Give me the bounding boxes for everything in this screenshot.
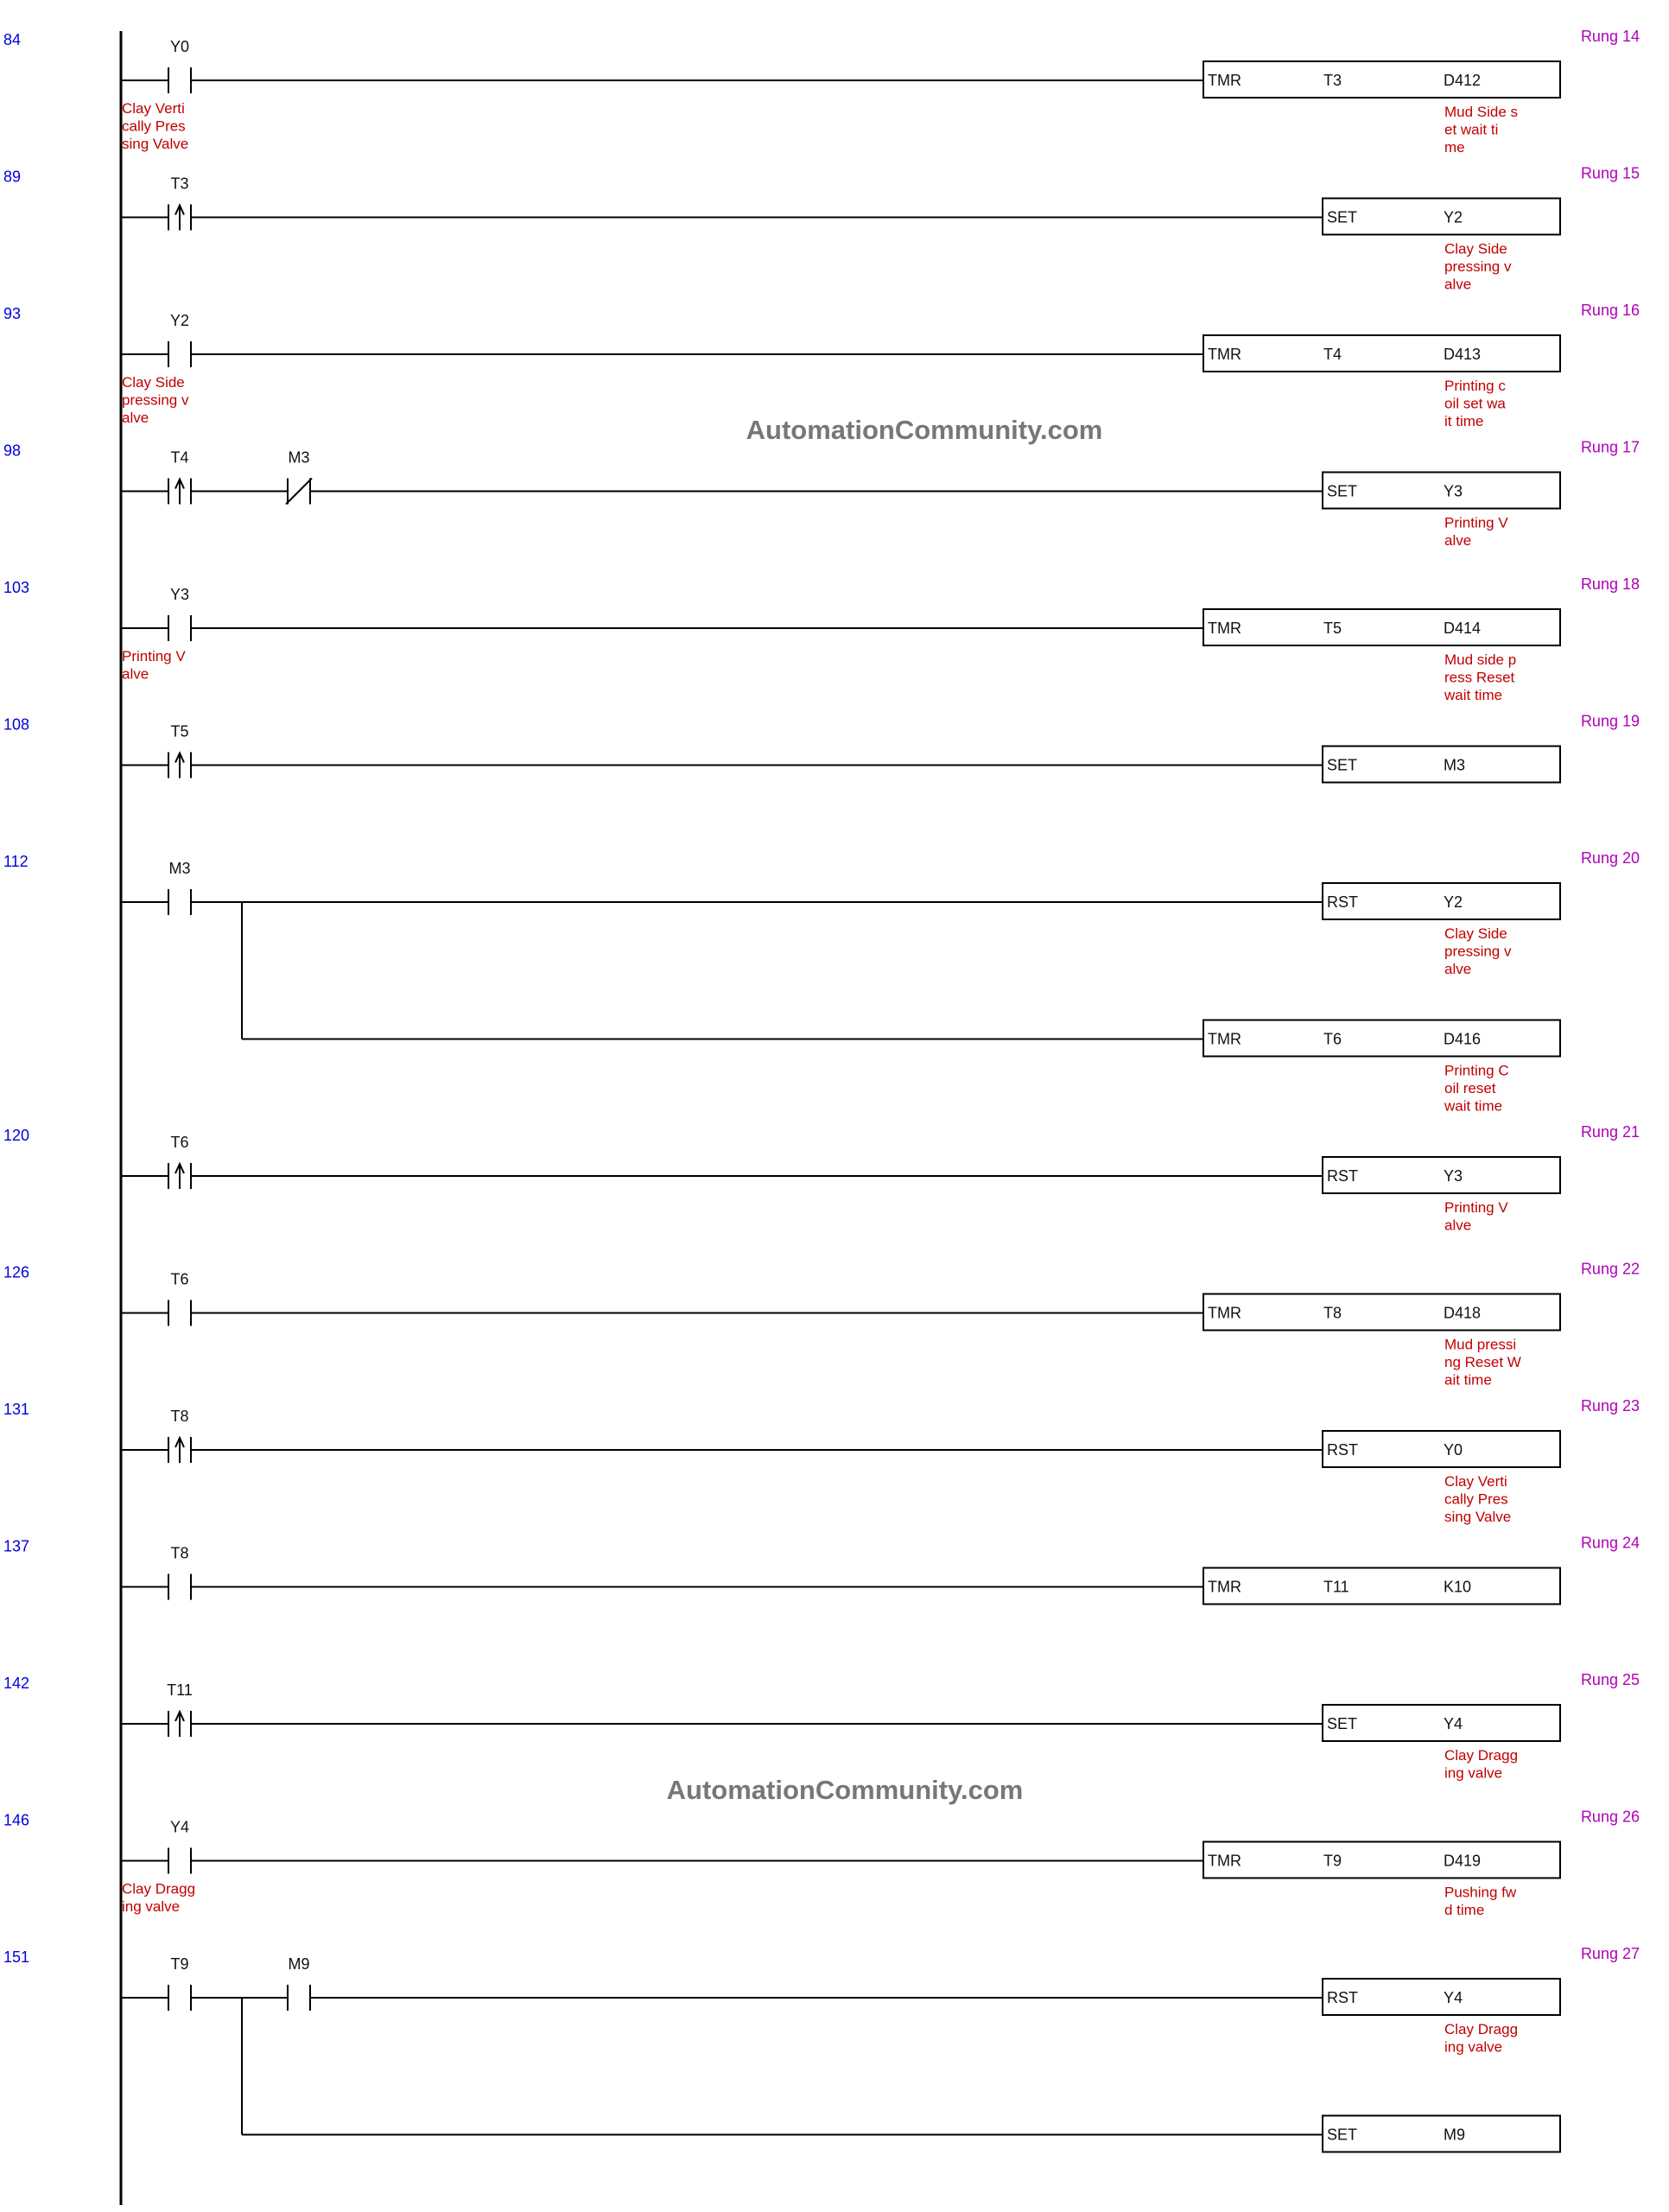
- contact-comment-line: Clay Side: [122, 374, 185, 391]
- step-number: 151: [3, 1948, 30, 1966]
- output-comment-line: Mud Side s: [1444, 104, 1519, 120]
- output-comment-line: oil set wa: [1444, 395, 1506, 412]
- output-instruction-name: TMR: [1208, 1030, 1241, 1048]
- output-comment-line: alve: [1444, 1217, 1472, 1234]
- contact-device-label: Y0: [169, 38, 190, 55]
- output-comment-line: et wait ti: [1444, 121, 1499, 138]
- rung-label: Rung 16: [1580, 302, 1640, 319]
- output-comment-line: Printing V: [1444, 1199, 1508, 1216]
- output-instruction-name: SET: [1327, 482, 1358, 500]
- rung-label: Rung 20: [1580, 849, 1640, 867]
- output-operand-1: Y3: [1444, 482, 1463, 500]
- step-number: 108: [3, 715, 30, 734]
- contact-comment-line: Clay Verti: [122, 100, 185, 117]
- contact-comment-line: ing valve: [122, 1898, 181, 1915]
- output-operand-1: Y4: [1444, 1989, 1463, 2006]
- output-operand-1: T9: [1323, 1852, 1342, 1870]
- output-comment-line: Mud side p: [1444, 652, 1517, 668]
- rung-label: Rung 21: [1580, 1123, 1640, 1141]
- output-operand-1: T8: [1323, 1304, 1342, 1322]
- output-comment-line: ait time: [1444, 1371, 1492, 1389]
- output-instruction-name: TMR: [1208, 1304, 1241, 1322]
- output-comment-line: Clay Side: [1444, 925, 1507, 942]
- output-operand-1: T5: [1323, 620, 1342, 637]
- rung-rung-26: [3, 1808, 1640, 1919]
- output-instruction-box: [1323, 1431, 1560, 1467]
- rung-rung-15: [3, 165, 1640, 293]
- step-number: 146: [3, 1811, 30, 1829]
- output-comment-line: alve: [1444, 961, 1472, 977]
- output-instruction-name: SET: [1327, 208, 1358, 226]
- output-operand-1: T11: [1323, 1578, 1349, 1596]
- step-number: 98: [3, 442, 22, 460]
- rung-rung-21: [3, 1123, 1640, 1234]
- output-instruction-name: TMR: [1208, 72, 1241, 89]
- output-operand-1: M3: [1444, 756, 1466, 774]
- contact-device-label: T6: [170, 1270, 189, 1288]
- contact-device-label: M3: [168, 860, 191, 877]
- step-number: 131: [3, 1401, 30, 1418]
- output-operand-1: Y2: [1444, 893, 1463, 911]
- rung-rung-22: [3, 1261, 1640, 1389]
- rung-label: Rung 27: [1580, 1945, 1640, 1962]
- contact-comment-line: pressing v: [122, 391, 189, 409]
- output-comment-line: ress Reset: [1444, 669, 1515, 686]
- output-comment-line: Printing V: [1444, 514, 1508, 531]
- contact-comment-line: alve: [122, 410, 149, 426]
- contact-device-label: T3: [170, 175, 189, 193]
- rung-rung-23: [3, 1397, 1640, 1525]
- contact-device-label: T11: [167, 1681, 193, 1699]
- output-instruction-box: [1323, 1157, 1560, 1193]
- watermark-text: AutomationCommunity.com: [746, 415, 1103, 445]
- output-comment-line: Clay Dragg: [1444, 2021, 1519, 2037]
- output-comment-line: ng Reset W: [1444, 1354, 1521, 1370]
- output-operand-2: D418: [1444, 1304, 1482, 1322]
- output-comment-line: pressing v: [1444, 258, 1512, 275]
- output-operand-1: T4: [1323, 346, 1342, 363]
- output-operand-2: D413: [1444, 346, 1482, 363]
- rungs-layer: [3, 28, 1640, 2152]
- output-instruction-box: [1203, 1294, 1560, 1331]
- output-operand-1: M9: [1444, 2126, 1466, 2144]
- rung-label: Rung 25: [1580, 1671, 1640, 1688]
- output-comment-line: ing valve: [1444, 1764, 1503, 1782]
- output-operand-2: D419: [1444, 1852, 1482, 1870]
- output-instruction-name: RST: [1327, 1989, 1358, 2006]
- output-comment-line: Clay Verti: [1444, 1473, 1507, 1490]
- output-comment-line: me: [1444, 139, 1465, 156]
- output-operand-1: Y4: [1444, 1715, 1463, 1732]
- contact-comment-line: sing Valve: [122, 136, 189, 152]
- contact-device-label: Y2: [169, 312, 190, 329]
- output-comment-line: alve: [1444, 532, 1472, 549]
- step-number: 89: [3, 168, 22, 186]
- output-instruction-box: [1203, 1568, 1560, 1605]
- contact-device-label: Y3: [169, 586, 190, 603]
- output-comment-line: alve: [1444, 276, 1472, 293]
- rung-label: Rung 22: [1580, 1260, 1640, 1278]
- output-instruction-name: SET: [1327, 2126, 1358, 2144]
- rung-rung-18: [3, 575, 1640, 703]
- output-comment-line: wait time: [1444, 687, 1503, 703]
- rung-label: Rung 26: [1580, 1808, 1640, 1826]
- output-instruction-box: [1323, 2116, 1560, 2152]
- output-instruction-name: RST: [1327, 1441, 1358, 1459]
- rung-rung-24: [3, 1535, 1640, 1605]
- contact-comment-line: cally Pres: [122, 118, 186, 135]
- output-comment-line: cally Pres: [1444, 1491, 1508, 1508]
- rung-label: Rung 23: [1580, 1397, 1640, 1414]
- output-instruction-name: SET: [1327, 756, 1358, 774]
- output-operand-1: Y3: [1444, 1167, 1463, 1185]
- contact-comment-line: Clay Dragg: [122, 1880, 196, 1897]
- output-operand-2: K10: [1444, 1578, 1472, 1596]
- output-operand-2: D412: [1444, 72, 1482, 89]
- output-comment-line: sing Valve: [1444, 1509, 1512, 1525]
- contact-device-label: T5: [170, 722, 189, 741]
- output-operand-1: T6: [1323, 1030, 1342, 1048]
- output-instruction-box: [1203, 1020, 1560, 1057]
- step-number: 84: [3, 31, 22, 48]
- contact-nc-slash: [286, 479, 312, 505]
- output-instruction-box: [1323, 1979, 1560, 2015]
- output-instruction-box: [1323, 199, 1560, 235]
- step-number: 137: [3, 1537, 30, 1555]
- rung-rung-27: [3, 1945, 1640, 2152]
- output-comment-line: Pushing fw: [1444, 1884, 1517, 1901]
- step-number: 93: [3, 305, 22, 322]
- contact-device-label: M3: [288, 448, 310, 467]
- rung-label: Rung 19: [1580, 712, 1640, 730]
- output-operand-1: Y0: [1444, 1441, 1463, 1459]
- output-instruction-box: [1203, 609, 1560, 645]
- output-comment-line: Clay Dragg: [1444, 1747, 1519, 1764]
- step-number: 126: [3, 1263, 30, 1281]
- output-operand-1: T3: [1323, 72, 1342, 89]
- output-instruction-name: TMR: [1208, 1852, 1241, 1870]
- rung-rung-14: [3, 28, 1640, 156]
- rung-label: Rung 17: [1580, 438, 1640, 456]
- output-instruction-box: [1323, 1705, 1560, 1741]
- rung-rung-20: [3, 849, 1640, 1115]
- output-operand-1: Y2: [1444, 208, 1463, 226]
- step-number: 120: [3, 1127, 30, 1144]
- step-number: 103: [3, 579, 30, 596]
- output-instruction-box: [1203, 335, 1560, 372]
- output-instruction-name: TMR: [1208, 620, 1241, 637]
- output-comment-line: Printing c: [1444, 378, 1506, 394]
- contact-device-label: T9: [170, 1955, 189, 1973]
- output-comment-line: oil reset: [1444, 1080, 1496, 1096]
- output-instruction-name: RST: [1327, 1167, 1358, 1185]
- contact-device-label: M9: [288, 1955, 310, 1973]
- rung-label: Rung 18: [1580, 575, 1640, 593]
- output-instruction-box: [1323, 883, 1560, 919]
- contact-device-label: T8: [170, 1544, 189, 1562]
- contact-device-label: T4: [170, 448, 189, 467]
- output-instruction-box: [1323, 473, 1560, 509]
- rung-rung-25: [3, 1671, 1640, 1782]
- output-instruction-box: [1203, 61, 1560, 98]
- watermark-text: AutomationCommunity.com: [666, 1775, 1024, 1805]
- output-operand-2: D414: [1444, 620, 1482, 637]
- step-number: 142: [3, 1675, 30, 1692]
- output-instruction-box: [1203, 1842, 1560, 1878]
- contact-device-label: T8: [170, 1408, 189, 1425]
- contact-comment-line: Printing V: [122, 648, 186, 664]
- output-instruction-name: SET: [1327, 1715, 1358, 1732]
- output-comment-line: it time: [1444, 413, 1484, 429]
- output-comment-line: ing valve: [1444, 2038, 1503, 2056]
- rung-rung-19: [3, 713, 1640, 783]
- output-comment-line: d time: [1444, 1902, 1485, 1918]
- output-instruction-name: TMR: [1208, 346, 1241, 363]
- step-number: 112: [3, 853, 29, 870]
- rung-label: Rung 15: [1580, 164, 1640, 182]
- rung-label: Rung 14: [1580, 28, 1640, 45]
- output-comment-line: Printing C: [1444, 1062, 1509, 1079]
- contact-comment-line: alve: [122, 665, 149, 683]
- contact-device-label: T6: [170, 1134, 189, 1151]
- rung-rung-17: [3, 439, 1640, 550]
- output-operand-2: D416: [1444, 1030, 1482, 1048]
- output-comment-line: pressing v: [1444, 943, 1512, 960]
- output-instruction-name: RST: [1327, 893, 1358, 911]
- output-instruction-box: [1323, 747, 1560, 783]
- output-instruction-name: TMR: [1208, 1578, 1241, 1596]
- contact-device-label: Y4: [169, 1818, 190, 1836]
- rung-label: Rung 24: [1580, 1534, 1640, 1552]
- output-comment-line: Clay Side: [1444, 240, 1507, 257]
- output-comment-line: Mud pressi: [1444, 1336, 1517, 1353]
- output-comment-line: wait time: [1444, 1097, 1503, 1115]
- rung-rung-16: [3, 302, 1640, 429]
